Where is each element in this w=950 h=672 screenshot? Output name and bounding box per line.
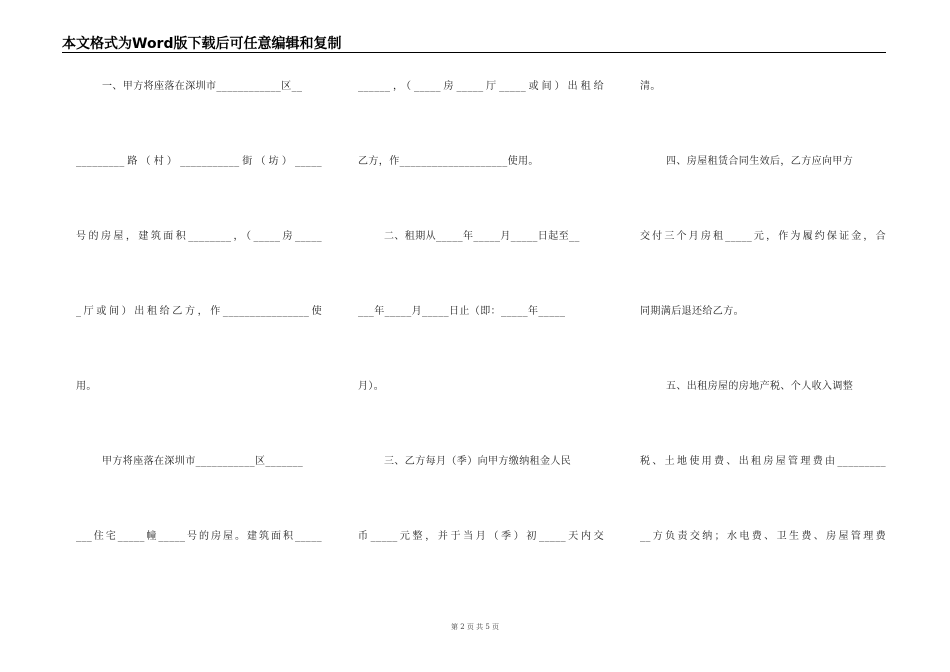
- paragraph-line: __方负责交纳；水电费、卫生费、房屋管理费: [640, 531, 886, 542]
- paragraph-line: 乙方，作____________________使用。: [358, 156, 539, 167]
- page-number: 第 2 页 共 5 页: [450, 623, 500, 631]
- header-rule: [62, 52, 886, 53]
- paragraph-line: 税、土地使用费、出租房屋管理费由_________: [640, 456, 886, 467]
- paragraph-line: ___住宅_____幢_____号的房屋。建筑面积_____: [76, 531, 322, 542]
- paragraph-line: ______，（_____房_____厅_____或间）出租给: [358, 81, 604, 92]
- paragraph-line: 同期满后退还给乙方。: [640, 306, 744, 317]
- paragraph-line: 交付三个月房租_____元，作为履约保证金，合: [640, 231, 886, 242]
- paragraph-line: 二、租期从_____年_____月_____日起至__: [384, 231, 580, 242]
- paragraph-line: 五、出租房屋的房地产税、个人收入调整: [666, 381, 854, 392]
- paragraph-line: 币_____元整，并于当月（季）初_____天内交: [358, 531, 604, 542]
- document-header: [62, 35, 886, 53]
- paragraph-line: _________路（村）___________街（坊）_____: [76, 156, 322, 167]
- paragraph-line: 甲方将座落在深圳市___________区_______: [102, 456, 304, 467]
- paragraph-line: 三、乙方每月（季）向甲方缴纳租金人民: [384, 456, 572, 467]
- paragraph-line: ___年_____月_____日止（即：_____年_____: [358, 306, 566, 317]
- paragraph-line: 月）。: [358, 381, 385, 392]
- paragraph-line: 清。: [640, 81, 661, 92]
- header-title: 本文格式为Word版下载后可任意编辑和复制: [62, 36, 342, 52]
- paragraph-line: 号的房屋，建筑面积________，（_____房_____: [76, 231, 322, 242]
- paragraph-line: 一、甲方将座落在深圳市____________区__: [102, 81, 303, 92]
- paragraph-line: 用。: [76, 381, 97, 392]
- paragraph-line: _厅或间）出租给乙方，作________________使: [76, 306, 322, 317]
- paragraph-line: 四、房屋租赁合同生效后，乙方应向甲方: [666, 156, 854, 167]
